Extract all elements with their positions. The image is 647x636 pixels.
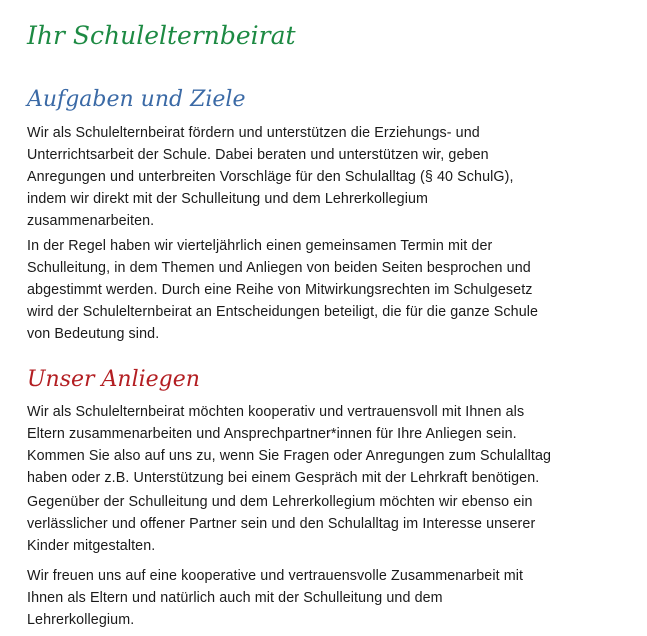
text-line: Ihnen als Eltern und natürlich auch mit der Schulleitung und dem <box>27 590 443 606</box>
text-line: wird der Schulelternbeirat an Entscheidungen beteiligt, die für die ganze Schule <box>27 304 539 320</box>
text-line: Kommen Sie also auf uns zu, wenn Sie Fragen oder Anregungen zum Schulalltag <box>27 448 552 464</box>
text-line: von Bedeutung sind. <box>27 326 160 342</box>
paragraph-anliegen-2 <box>27 491 617 557</box>
text-line: Gegenüber der Schulleitung und dem Lehrerkollegium möchten wir ebenso ein <box>27 494 533 510</box>
text-line: Wir als Schulelternbeirat fördern und unterstützen die Erziehungs- und <box>27 125 480 141</box>
text-line: abgestimmt werden. Durch eine Reihe von Mitwirkungsrechten im Schulgesetz <box>27 282 533 298</box>
text-line: Eltern zusammenarbeiten und Ansprechpartner*innen für Ihre Anliegen sein. <box>27 426 517 442</box>
text-line: zusammenarbeiten. <box>27 213 155 229</box>
text-line: In der Regel haben wir vierteljährlich einen gemeinsamen Termin mit der <box>27 238 493 254</box>
text-line: Wir freuen uns auf eine kooperative und vertrauensvolle Zusammenarbeit mit <box>27 568 524 584</box>
paragraph-aufgaben-1 <box>27 122 617 232</box>
paragraph-anliegen-1 <box>27 401 617 489</box>
section-heading-aufgaben: Aufgaben und Ziele <box>27 87 246 112</box>
text-line: haben oder z.B. Unterstützung bei einem Gespräch mit der Lehrkraft benötigen. <box>27 470 540 486</box>
text-line: Kinder mitgestalten. <box>27 538 156 554</box>
page-title: Ihr Schulelternbeirat <box>27 21 296 50</box>
text-line: verlässlicher und offener Partner sein und den Schulalltag im Interesse unserer <box>27 516 536 532</box>
section-heading-anliegen: Unser Anliegen <box>27 367 200 392</box>
text-line: Wir als Schulelternbeirat möchten kooperativ und vertrauensvoll mit Ihnen als <box>27 404 525 420</box>
text-line: Anregungen und unterbreiten Vorschläge für den Schulalltag (§ 40 SchulG), <box>27 169 514 185</box>
text-line: Schulleitung, in dem Themen und Anliegen von beiden Seiten besprochen und <box>27 260 531 276</box>
text-line: indem wir direkt mit der Schulleitung und dem Lehrerkollegium <box>27 191 429 207</box>
text-line: Lehrerkollegium. <box>27 612 135 628</box>
text-line: Unterrichtsarbeit der Schule. Dabei beraten und unterstützen wir, geben <box>27 147 489 163</box>
paragraph-anliegen-3 <box>27 565 617 631</box>
paragraph-aufgaben-2 <box>27 235 617 345</box>
